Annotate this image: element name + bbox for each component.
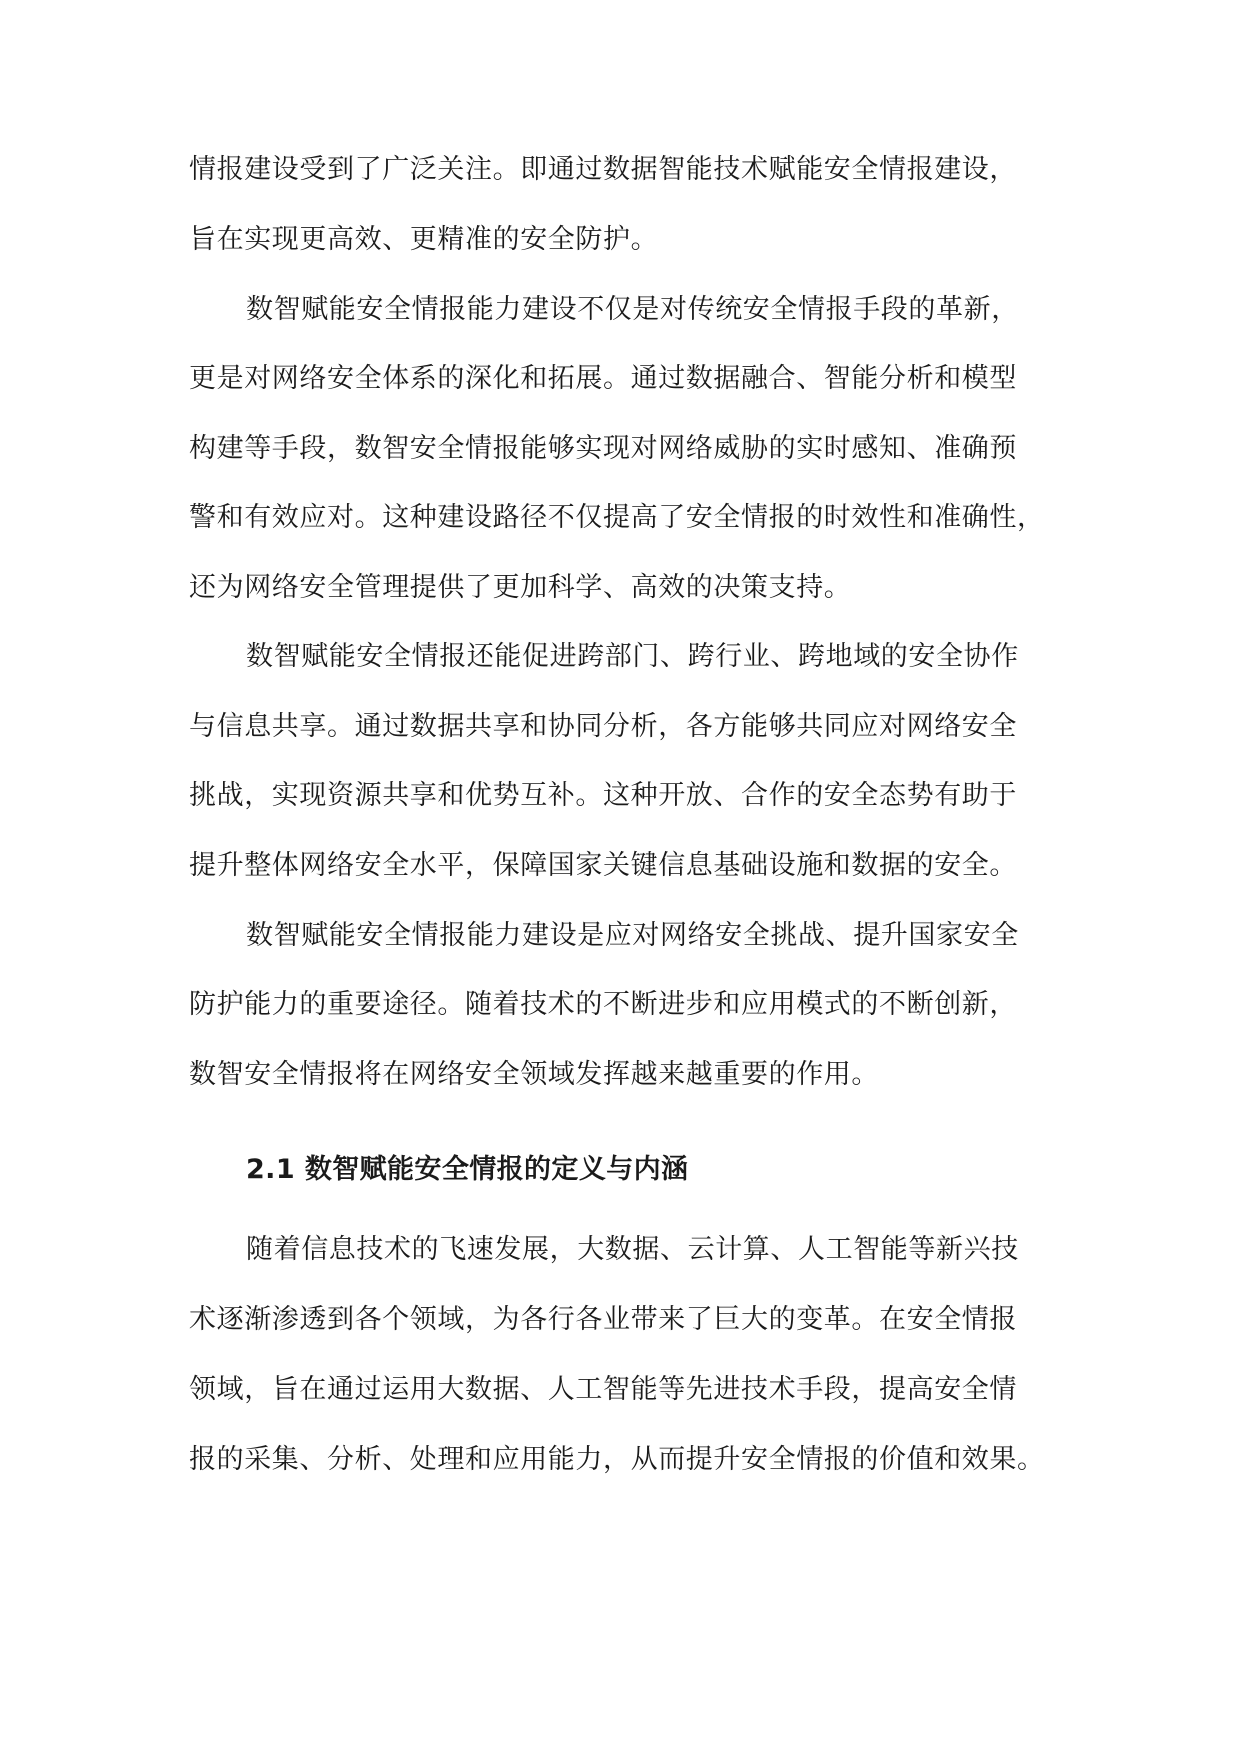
paragraph-line: 警和有效应对。这种建设路径不仅提高了安全情报的时效性和准确性，: [189, 502, 1045, 533]
paragraph-line: 情报建设受到了广泛关注。即通过数据智能技术赋能安全情报建设，: [189, 154, 1017, 185]
paragraph-line: 数智赋能安全情报能力建设是应对网络安全挑战、提升国家安全: [246, 920, 1019, 951]
paragraph-line: 数智赋能安全情报还能促进跨部门、跨行业、跨地域的安全协作: [246, 641, 1019, 672]
paragraph-line: 随着信息技术的飞速发展，大数据、云计算、人工智能等新兴技: [246, 1234, 1019, 1265]
paragraph-line: 构建等手段，数智安全情报能够实现对网络威胁的实时感知、准确预: [189, 433, 1017, 464]
paragraph-line: 与信息共享。通过数据共享和协同分析，各方能够共同应对网络安全: [189, 711, 1017, 742]
paragraph-line: 防护能力的重要途径。随着技术的不断进步和应用模式的不断创新，: [189, 989, 1017, 1020]
paragraph-line: 提升整体网络安全水平，保障国家关键信息基础设施和数据的安全。: [189, 850, 1017, 881]
section-heading: 2.1 数智赋能安全情报的定义与内涵: [246, 1154, 689, 1185]
paragraph-line: 数智安全情报将在网络安全领域发挥越来越重要的作用。: [189, 1059, 879, 1090]
paragraph-line: 旨在实现更高效、更精准的安全防护。: [189, 224, 659, 255]
paragraph-line: 领域，旨在通过运用大数据、人工智能等先进技术手段，提高安全情: [189, 1374, 1017, 1405]
paragraph-line: 挑战，实现资源共享和优势互补。这种开放、合作的安全态势有助于: [189, 780, 1017, 811]
paragraph-line: 更是对网络安全体系的深化和拓展。通过数据融合、智能分析和模型: [189, 363, 1017, 394]
paragraph-line: 还为网络安全管理提供了更加科学、高效的决策支持。: [189, 572, 852, 603]
paragraph-line: 术逐渐渗透到各个领域，为各行各业带来了巨大的变革。在安全情报: [189, 1304, 1017, 1335]
paragraph-line: 数智赋能安全情报能力建设不仅是对传统安全情报手段的革新，: [246, 294, 1019, 325]
paragraph-line: 报的采集、分析、处理和应用能力，从而提升安全情报的价值和效果。: [189, 1444, 1045, 1475]
